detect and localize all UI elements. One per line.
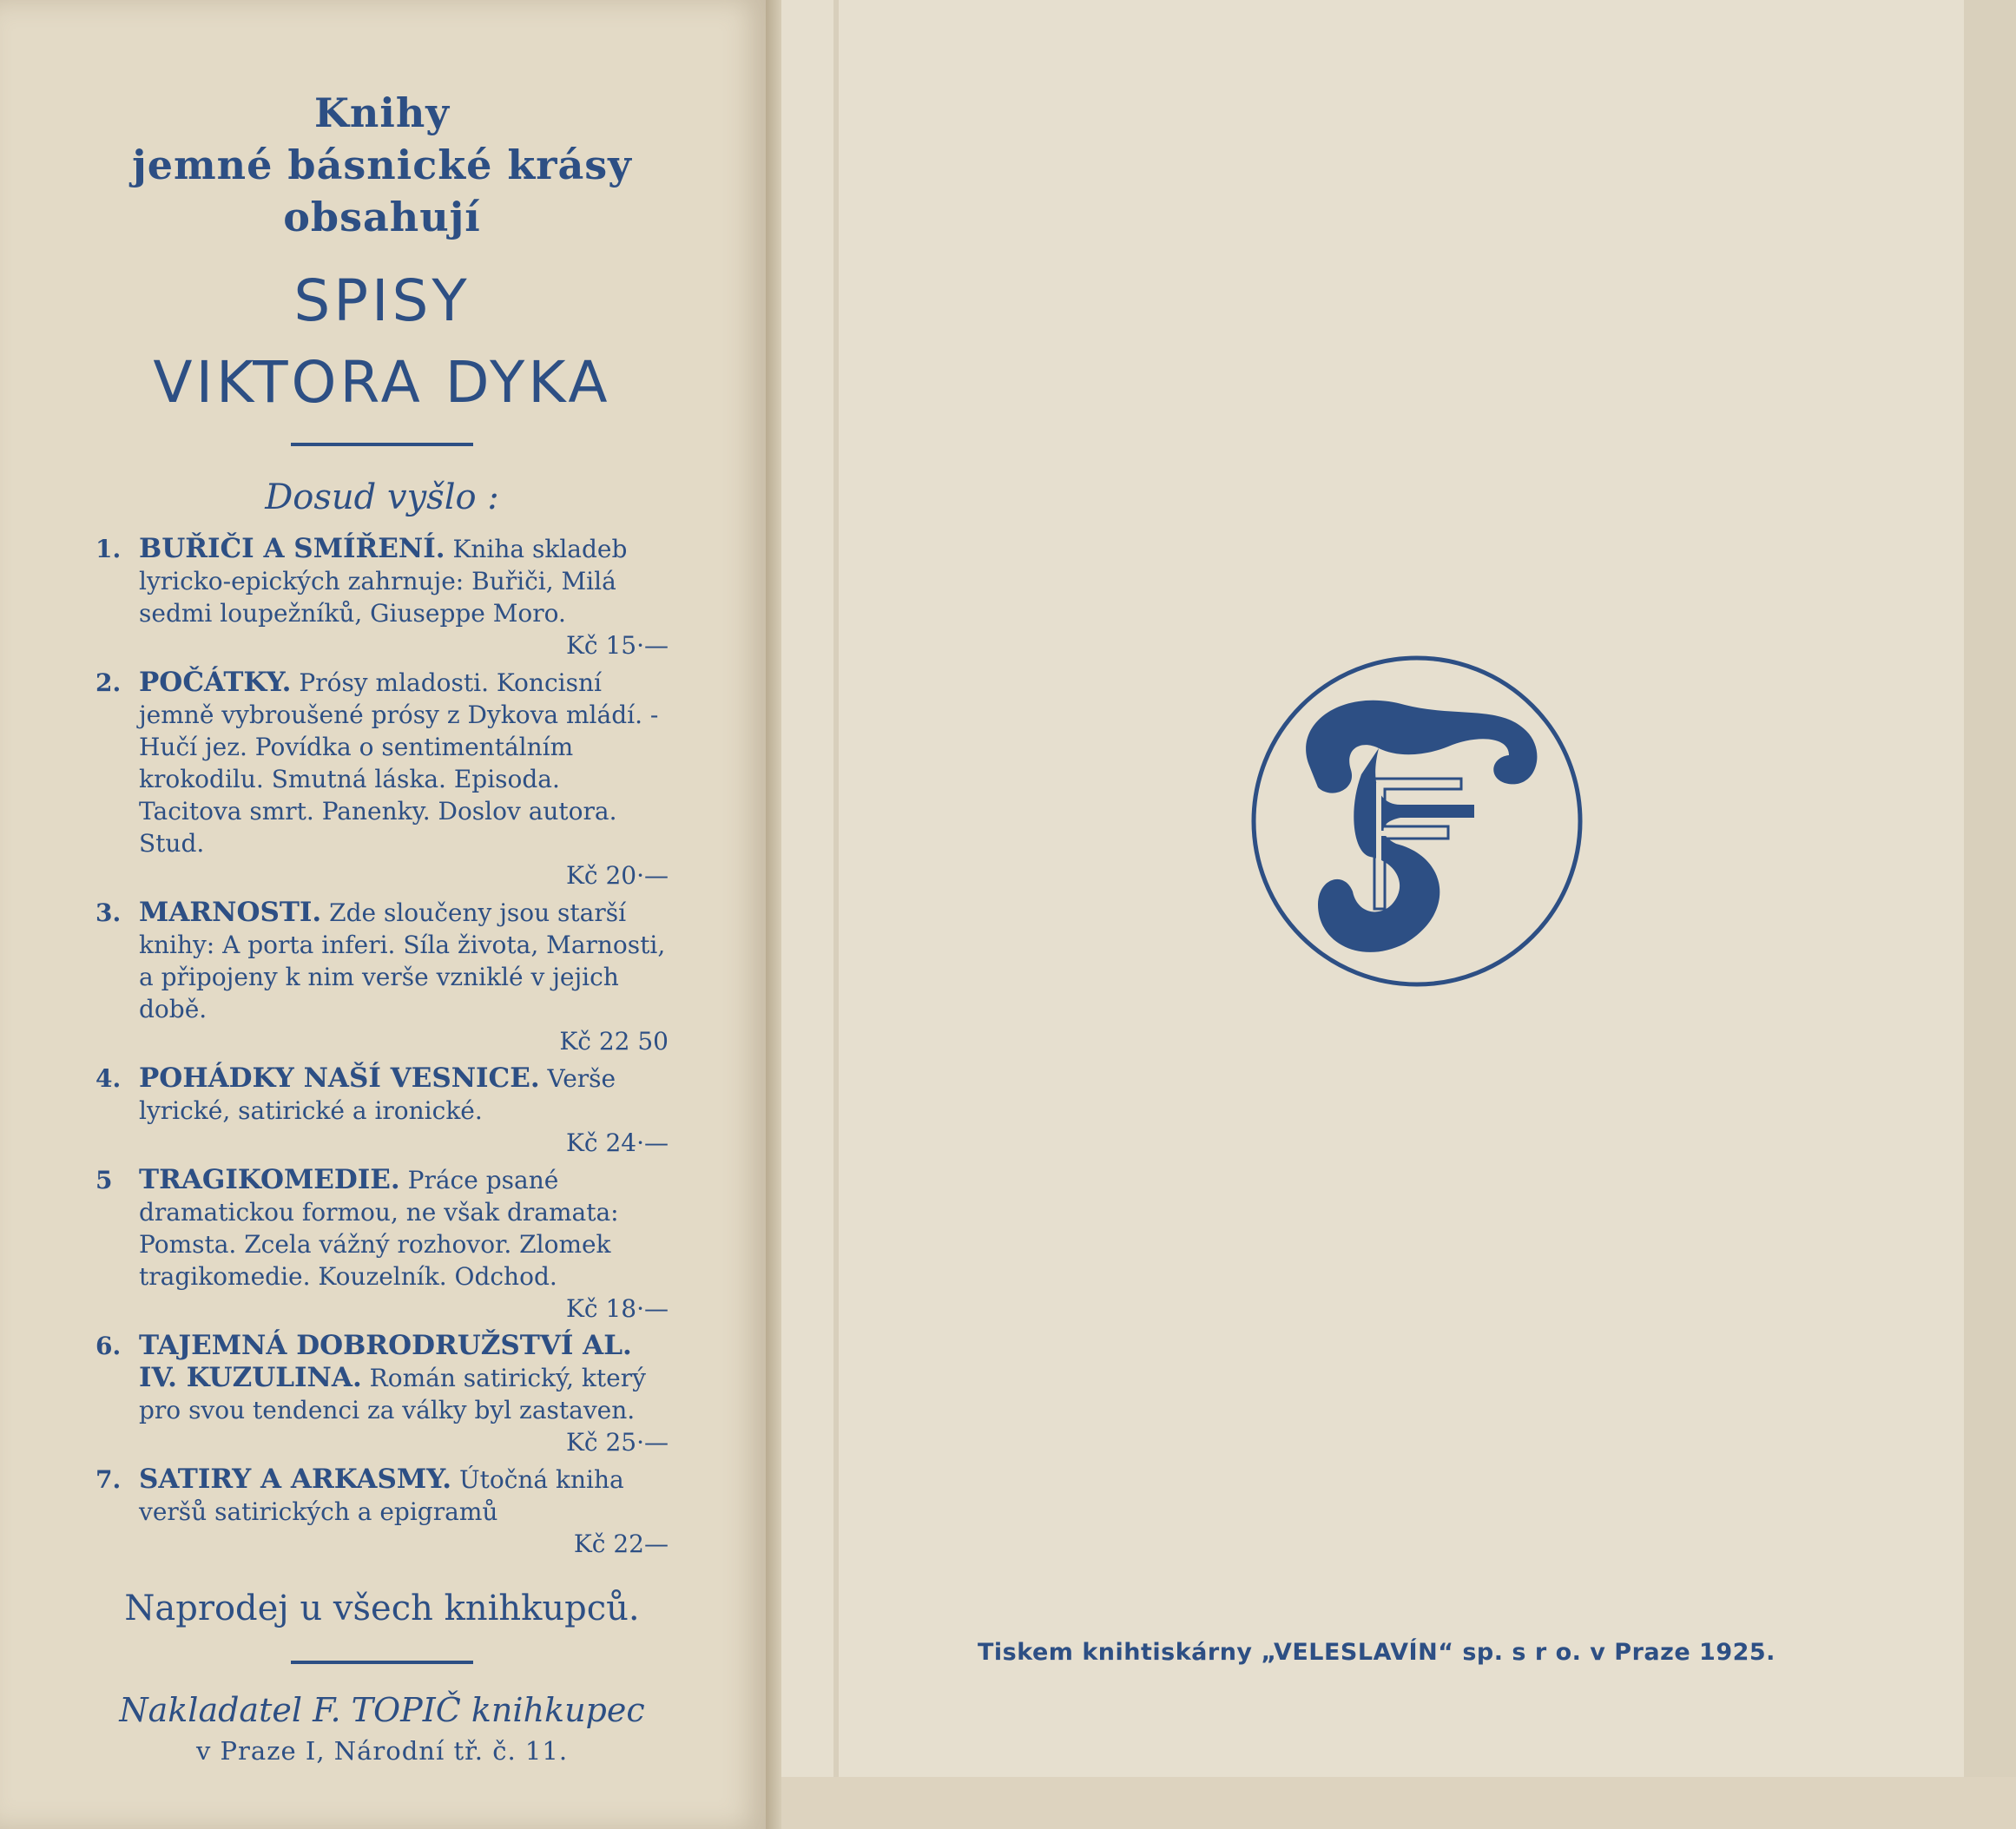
book-price: Kč 22— <box>573 1530 669 1558</box>
left-flap <box>0 0 771 1829</box>
heading-line-2: jemné básnické krásy <box>132 141 632 188</box>
book-title: POHÁDKY NAŠÍ VESNICE. <box>139 1063 540 1094</box>
book-item <box>96 1063 669 1159</box>
series-title <box>96 260 669 424</box>
book-number: 6. <box>96 1332 122 1360</box>
book-price: Kč 22 50 <box>559 1027 669 1056</box>
book-number: 2. <box>96 668 122 697</box>
flap-content <box>96 87 669 1770</box>
cover-right-band <box>1964 0 2016 1829</box>
series-title-line-2: VIKTORA DYKA <box>153 349 611 416</box>
book-price: Kč 25·— <box>565 1428 669 1457</box>
book-description: Kniha skladeb lyricko-epických zahrnuje: Buřiči, Milá sedmi loupežníků, Giuseppe Moro. <box>139 535 628 628</box>
book-title: SATIRY A ARKASMY. <box>139 1464 452 1495</box>
book-title: TAJEMNÁ DOBRODRUŽSTVÍ AL. IV. KUZULINA. <box>139 1330 632 1393</box>
book-number: 7. <box>96 1465 122 1494</box>
book-item <box>96 897 669 1057</box>
book-number: 3. <box>96 898 122 927</box>
book-list <box>96 533 669 1560</box>
spine-gap <box>766 0 781 1829</box>
book-item <box>96 1464 669 1560</box>
sale-note: Naprodej u všech knihkupců. <box>124 1589 640 1628</box>
series-title-line-1: SPISY <box>293 267 471 334</box>
book-item <box>96 1330 669 1458</box>
book-description: Román satirický, který pro svou tendenci za války byl zastaven. <box>139 1364 646 1424</box>
book-number: 5 <box>96 1166 113 1194</box>
heading-line-3: obsahují <box>283 194 481 240</box>
publisher: Nakladatel F. TOPIČ knihkupec <box>119 1691 645 1729</box>
heading-line-1: Knihy <box>313 89 451 136</box>
divider-rule <box>291 443 473 446</box>
divider-rule-bottom <box>291 1661 473 1664</box>
subheading: Dosud vyšlo : <box>265 477 499 517</box>
topic-monogram-icon <box>1248 653 1585 990</box>
publisher-address: v Praze I, Národní tř. č. 11. <box>195 1736 569 1766</box>
cover-bottom-band <box>781 1777 2016 1829</box>
book-description: Verše lyrické, satirické a ironické. <box>139 1064 616 1125</box>
cover-edge <box>833 0 839 1829</box>
book-title: MARNOSTI. <box>139 897 322 928</box>
heading <box>96 87 669 243</box>
book-title: BUŘIČI A SMÍŘENÍ. <box>139 533 445 564</box>
printer-imprint: Tiskem knihtiskárny „VELESLAVÍN“ sp. s r o. v Praze 1925. <box>978 1639 1776 1666</box>
book-item <box>96 1164 669 1325</box>
book-price: Kč 20·— <box>565 861 669 890</box>
book-description: Útočná kniha veršů satirických a epigramů <box>139 1465 624 1526</box>
book-price: Kč 24·— <box>565 1128 669 1157</box>
book-item <box>96 533 669 661</box>
book-number: 4. <box>96 1064 122 1093</box>
book-price: Kč 18·— <box>565 1294 669 1323</box>
book-title: TRAGIKOMEDIE. <box>139 1164 400 1195</box>
book-description: Práce psané dramatickou formou, ne však dramata: Pomsta. Zcela vážný rozhovor. Zlomek tragikomedie. Kouzelník. Odchod. <box>139 1166 619 1291</box>
book-description: Zde sloučeny jsou starší knihy: A porta inferi. Síla života, Marnosti, a připojeny k nim verše vzniklé v jejich době. <box>139 898 666 1023</box>
book-description: Prósy mladosti. Koncisní jemně vybroušené prósy z Dykova mládí. - Hučí jez. Povídka o sentimentálním krokodilu. Smutná láska. Episoda. Tacitova smrt. Panenky. Doslov autora. Stud. <box>139 668 659 858</box>
book-title: POČÁTKY. <box>139 667 292 698</box>
book-number: 1. <box>96 535 122 563</box>
book-item <box>96 667 669 891</box>
book-price: Kč 15·— <box>565 631 669 660</box>
